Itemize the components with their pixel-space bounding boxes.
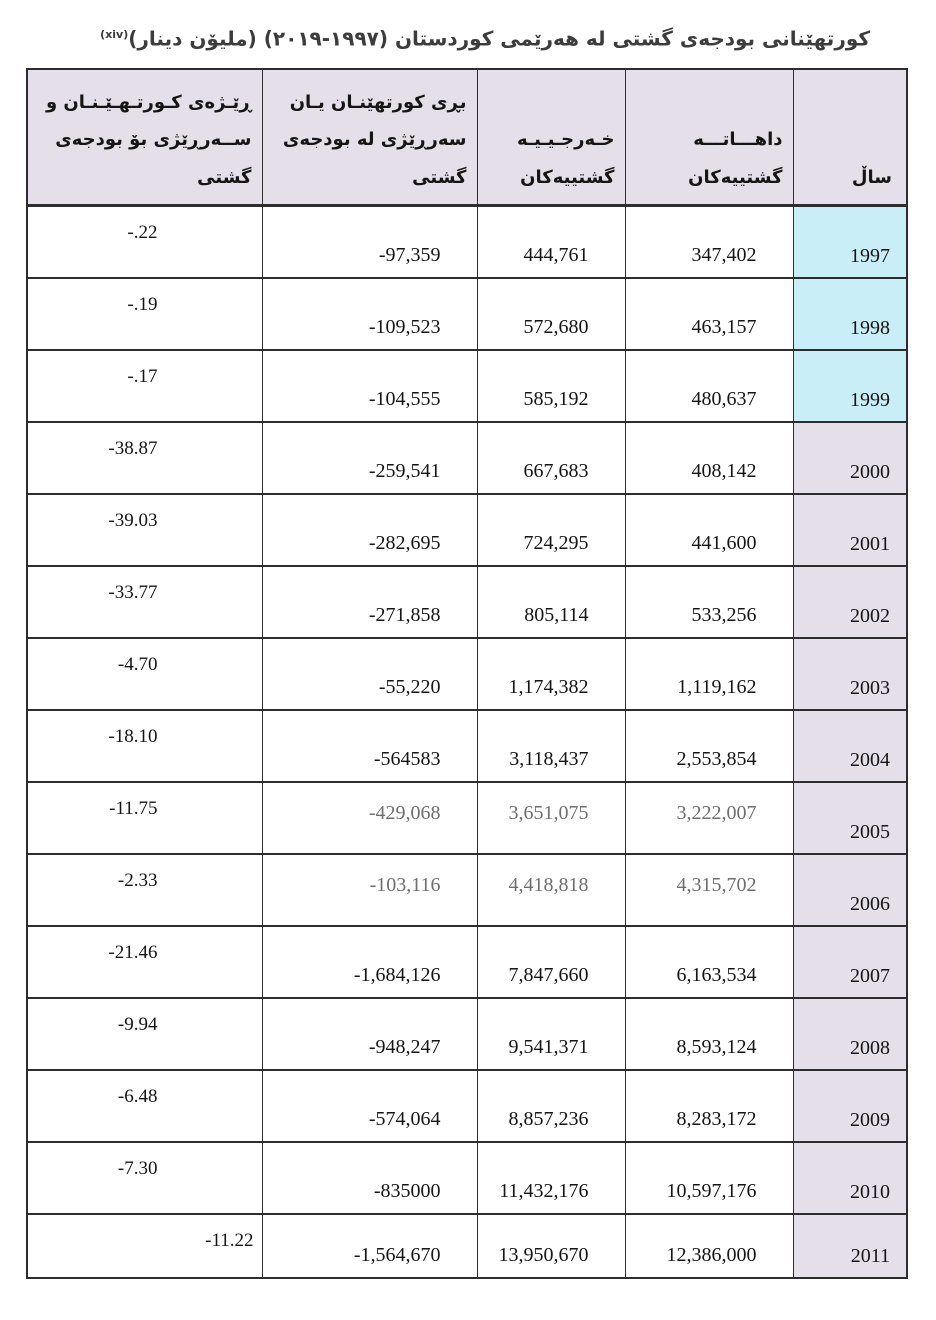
col-header-deficit: بڕی کورتهێنـان یـان سەرڕێژی لە بودجەی گشتی [262,69,477,206]
expenditure-cell: 585,192 [477,350,625,422]
revenue-cell: 480,637 [625,350,793,422]
revenue-cell: 533,256 [625,566,793,638]
col-header-year: ساڵ [793,69,907,206]
expenditure-cell: 3,118,437 [477,710,625,782]
year-cell: 2009 [793,1070,907,1142]
revenue-cell: 3,222,007 [625,782,793,854]
revenue-cell: 8,283,172 [625,1070,793,1142]
year-cell: 1997 [793,206,907,278]
table-row [27,278,907,350]
rate-cell: -7.30 [27,1142,262,1214]
year-cell: 2001 [793,494,907,566]
table-row [27,566,907,638]
deficit-cell: -55,220 [262,638,477,710]
rate-cell: -11.75 [27,782,262,854]
deficit-cell: -1,564,670 [262,1214,477,1278]
revenue-cell: 12,386,000 [625,1214,793,1278]
deficit-cell: -103,116 [262,854,477,926]
table-row [27,1214,907,1278]
table-row [27,206,907,278]
expenditure-cell: 572,680 [477,278,625,350]
year-cell: 2008 [793,998,907,1070]
rate-cell: -2.33 [27,854,262,926]
rate-cell: -.22 [27,206,262,278]
expenditure-cell: 444,761 [477,206,625,278]
expenditure-cell: 724,295 [477,494,625,566]
col-header-revenue: داهـــاتـــە گشتییەکان [625,69,793,206]
rate-cell: -38.87 [27,422,262,494]
deficit-cell: -1,684,126 [262,926,477,998]
year-cell: 2003 [793,638,907,710]
revenue-cell: 6,163,534 [625,926,793,998]
deficit-cell: -574,064 [262,1070,477,1142]
expenditure-cell: 667,683 [477,422,625,494]
year-cell: 2000 [793,422,907,494]
expenditure-cell: 805,114 [477,566,625,638]
deficit-cell: -97,359 [262,206,477,278]
rate-cell: -21.46 [27,926,262,998]
deficit-cell: -564583 [262,710,477,782]
footnote-marker: (xiv) [100,28,129,41]
budget-table [26,68,908,1279]
deficit-cell: -109,523 [262,278,477,350]
expenditure-cell: 11,432,176 [477,1142,625,1214]
table-row [27,350,907,422]
table-row [27,782,907,854]
expenditure-cell: 8,857,236 [477,1070,625,1142]
table-row [27,710,907,782]
rate-cell: -33.77 [27,566,262,638]
expenditure-cell: 4,418,818 [477,854,625,926]
table-row [27,638,907,710]
table-row [27,1070,907,1142]
year-cell: 1998 [793,278,907,350]
year-cell: 2010 [793,1142,907,1214]
revenue-cell: 2,553,854 [625,710,793,782]
rate-cell: -9.94 [27,998,262,1070]
deficit-cell: -282,695 [262,494,477,566]
rate-cell: -4.70 [27,638,262,710]
table-row [27,926,907,998]
page-title-text: کورتهێنانی بودجەی گشتی لە هەرێمی کوردستان (١٩٩٧-٢٠١٩) (ملیۆن دینار) [128,26,870,51]
expenditure-cell: 1,174,382 [477,638,625,710]
deficit-cell: -104,555 [262,350,477,422]
deficit-cell: -948,247 [262,998,477,1070]
revenue-cell: 408,142 [625,422,793,494]
deficit-cell: -271,858 [262,566,477,638]
revenue-cell: 463,157 [625,278,793,350]
expenditure-cell: 9,541,371 [477,998,625,1070]
revenue-cell: 8,593,124 [625,998,793,1070]
deficit-cell: -259,541 [262,422,477,494]
page-title [28,20,870,54]
col-header-expenditure: خـەرجـیـیـە گشتییەکان [477,69,625,206]
rate-cell: -.17 [27,350,262,422]
table-row [27,494,907,566]
deficit-cell: -835000 [262,1142,477,1214]
year-cell: 2006 [793,854,907,926]
deficit-cell: -429,068 [262,782,477,854]
revenue-cell: 10,597,176 [625,1142,793,1214]
year-cell: 2005 [793,782,907,854]
table-row [27,1142,907,1214]
rate-cell: -39.03 [27,494,262,566]
year-cell: 2004 [793,710,907,782]
expenditure-cell: 13,950,670 [477,1214,625,1278]
header-row [27,69,907,206]
rate-cell: -6.48 [27,1070,262,1142]
year-cell: 2002 [793,566,907,638]
expenditure-cell: 3,651,075 [477,782,625,854]
revenue-cell: 1,119,162 [625,638,793,710]
expenditure-cell: 7,847,660 [477,926,625,998]
year-cell: 2007 [793,926,907,998]
rate-cell: -11.22 [27,1214,262,1278]
revenue-cell: 4,315,702 [625,854,793,926]
col-header-rate: ڕێـژەی کـورتـهـێـنـان و ســەرڕێژی بۆ بودجەی گشتی [27,69,262,206]
year-cell: 1999 [793,350,907,422]
rate-cell: -.19 [27,278,262,350]
rate-cell: -18.10 [27,710,262,782]
year-cell: 2011 [793,1214,907,1278]
table-row [27,854,907,926]
revenue-cell: 441,600 [625,494,793,566]
revenue-cell: 347,402 [625,206,793,278]
table-row [27,422,907,494]
table-row [27,998,907,1070]
